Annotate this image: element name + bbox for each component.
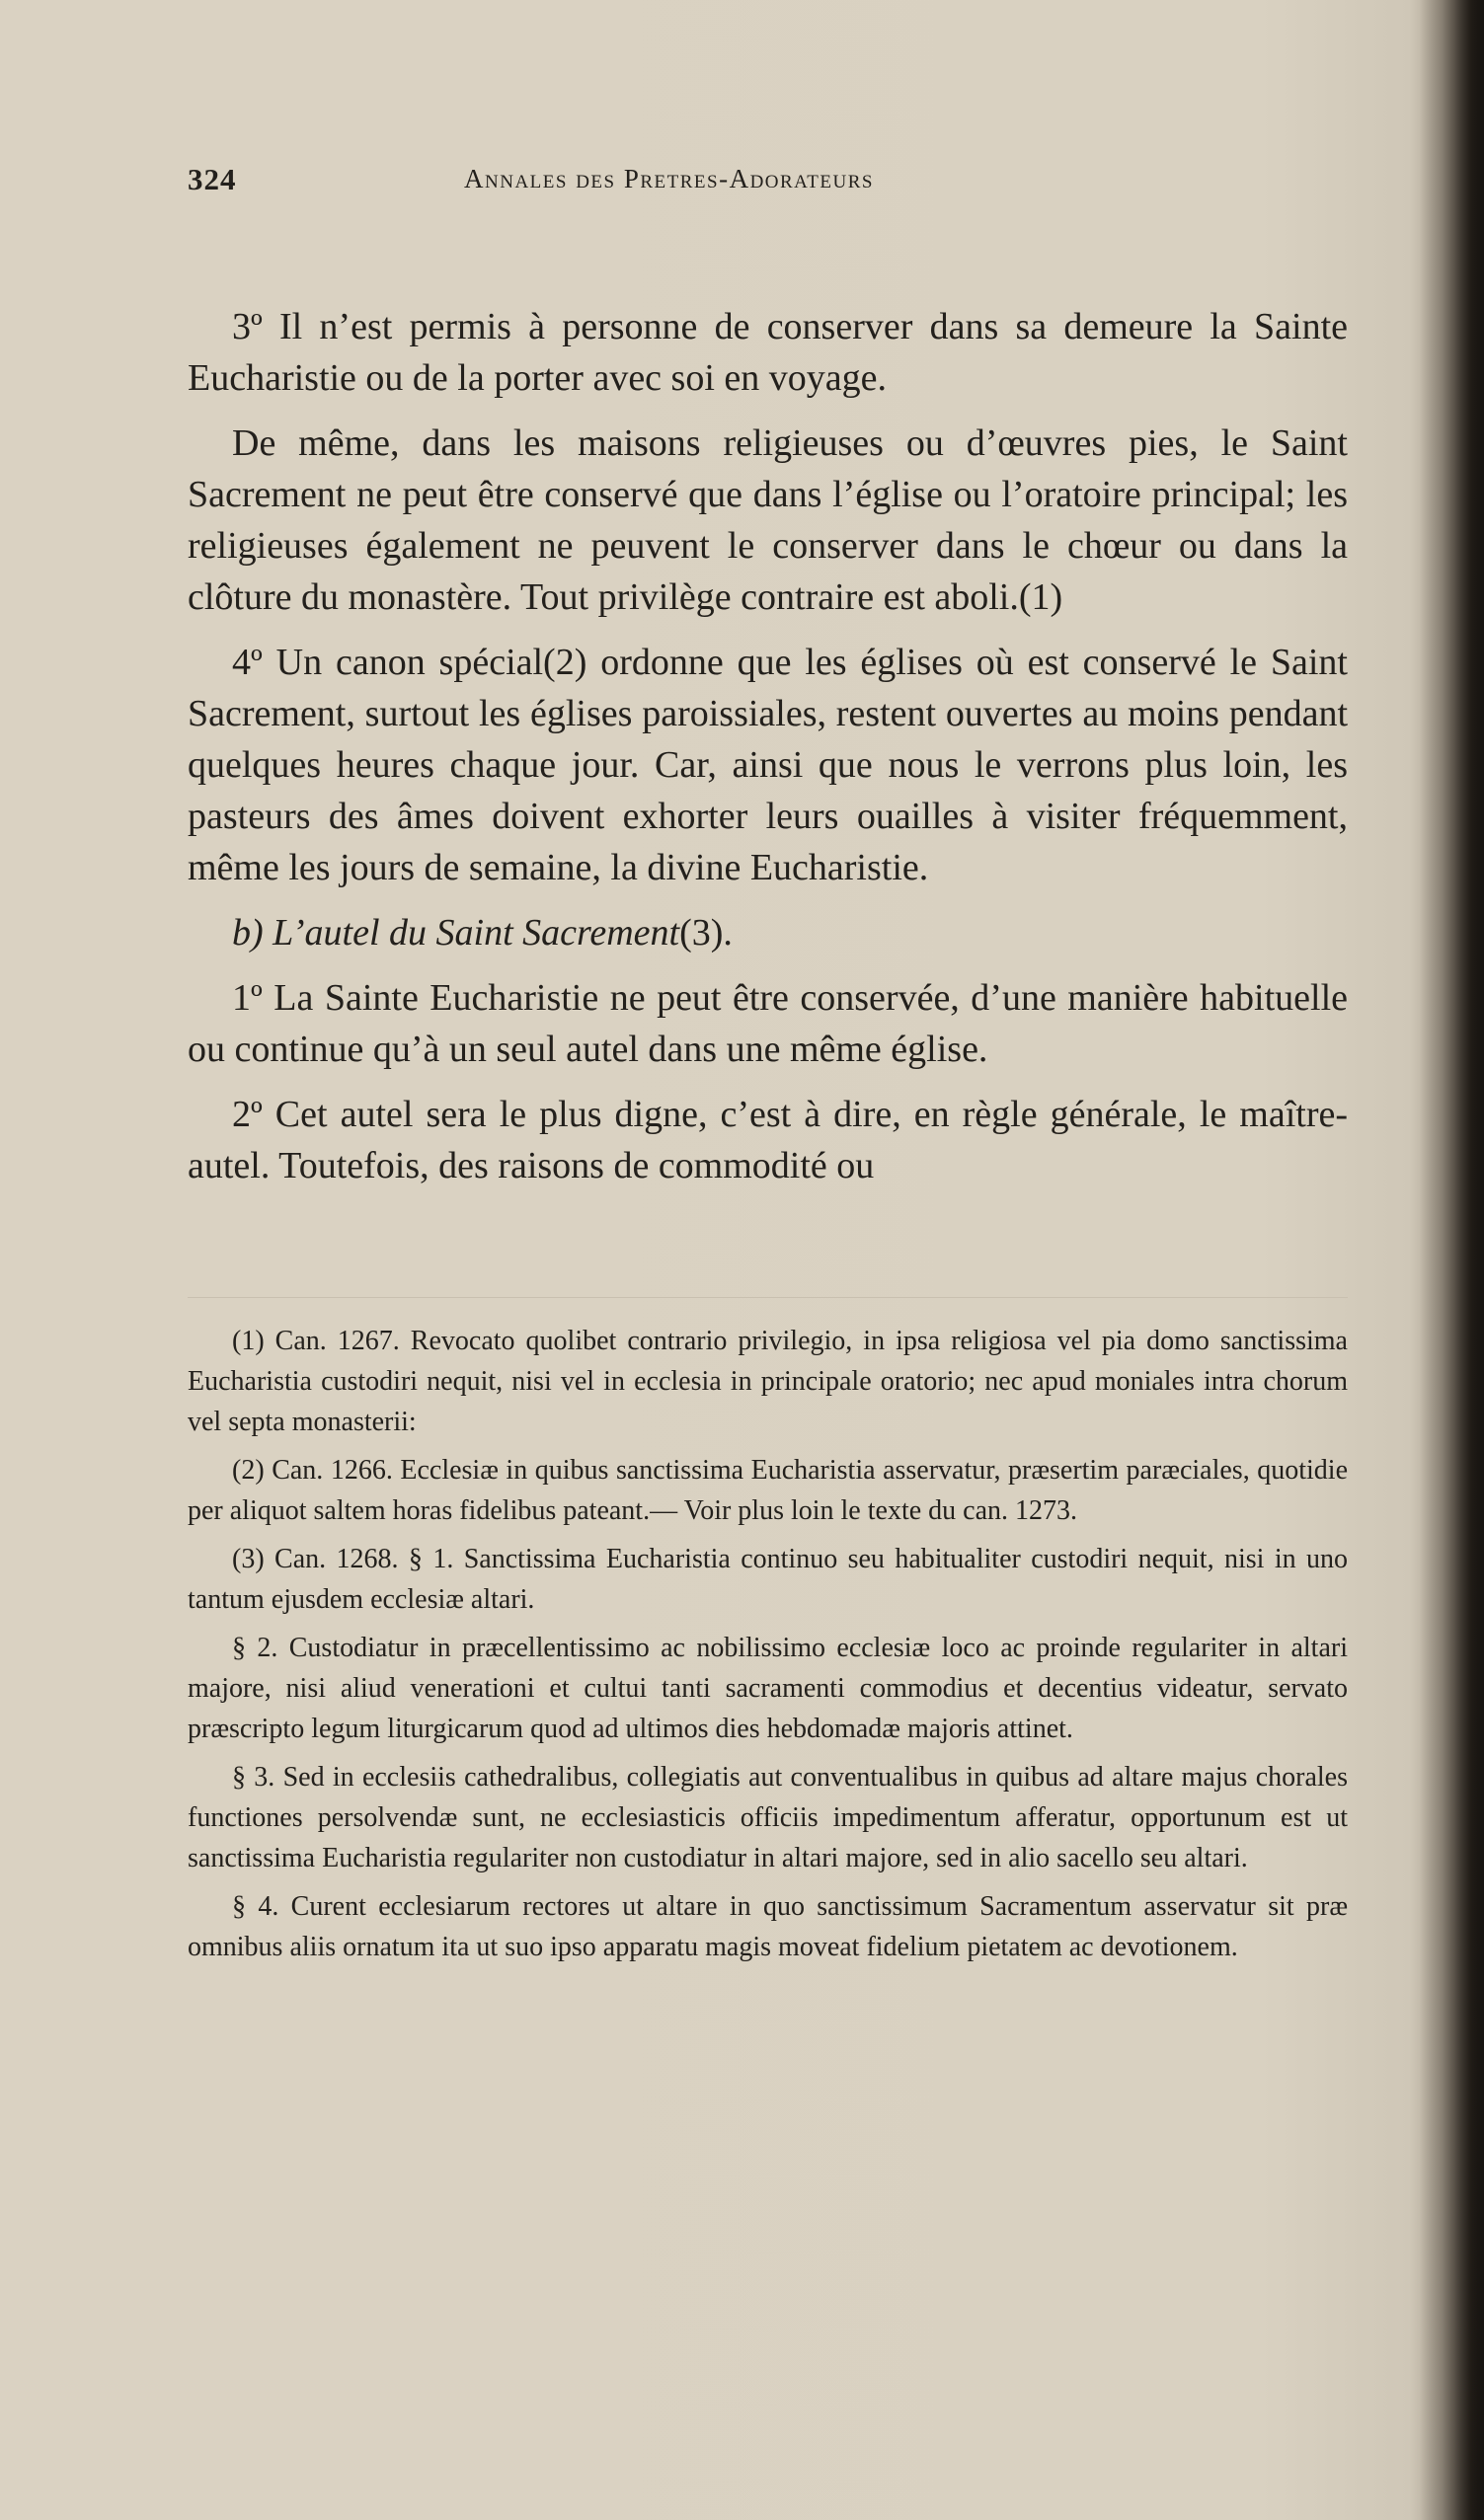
page-number: 324 [188,162,237,196]
paragraph-3: 3º Il n’est permis à personne de conserver dans sa demeure la Sainte Eucharistie ou de la porter avec soi en voyage. [188,306,1348,399]
footnote-rule [188,1297,1348,1298]
section-footnote-ref: (3). [679,912,733,954]
paragraph-2: 2º Cet autel sera le plus digne, c’est à dire, en règle générale, le maître-autel. Toutefois, des raisons de commodité ou [188,1094,1348,1186]
footnote-3: (3) Can. 1268. § 1. Sanctissima Eucharistia continuo seu habitualiter custodiri nequit, nisi in uno tantum ejusdem ecclesiæ altari. [188,1544,1348,1615]
paragraph-1: 1º La Sainte Eucharistie ne peut être conservée, d’une manière habituelle ou continue qu’à un seul autel dans une même église. [188,977,1348,1070]
paragraph-religious-houses: De même, dans les maisons religieuses ou d’œuvres pies, le Saint Sacrement ne peut être conservé que dans l’église ou l’oratoire principal; les religieuses également ne peuvent le conserver dans le chœur ou dans la clôture du monastère. Tout privilège contraire est aboli.(1) [188,422,1348,618]
section-title: L’autel du Saint Sacrement [273,912,680,954]
running-title: Annales des Pretres-Adorateurs [464,164,874,193]
footnote-3-section-2: § 2. Custodiatur in præcellentissimo ac nobilissimo ecclesiæ loco ac proinde regulariter in altari majore, nisi aliud venerationi et cultui tanti sacramenti commodius et decentius videatur, servato præscripto legum liturgicarum quod ad ultimos dies hebdomadæ majoris attinet. [188,1633,1348,1744]
footnote-2: (2) Can. 1266. Ecclesiæ in quibus sanctissima Eucharistia asservatur, præsertim paræciales, quotidie per aliquot saltem horas fidelibus pateant.— Voir plus loin le texte du can. 1273. [188,1455,1348,1526]
footnote-3-section-4: § 4. Curent ecclesiarum rectores ut altare in quo sanctissimum Sacramentum asservatur sit præ omnibus aliis ornatum ita ut suo ipso apparatu magis moveat fidelium pietatem ac devotionem. [188,1891,1348,1962]
running-head [188,162,1392,201]
section-label: b) [232,912,264,954]
footnote-1: (1) Can. 1267. Revocato quolibet contrario privilegio, in ipsa religiosa vel pia domo sanctissima Eucharistia custodiri nequit, nisi vel in ecclesia in principale oratorio; nec apud moniales intra chorum vel septa monasterii: [188,1326,1348,1437]
footnote-3-section-3: § 3. Sed in ecclesiis cathedralibus, collegiatis aut conventualibus in quibus ad altare majus chorales functiones persolvendæ sunt, ne ecclesiasticis officiis impedimentum afferatur, opportunum est ut sanctissima Eucharistia regulariter non custodiatur in altari majore, sed in alio sacello seu altari. [188,1762,1348,1873]
section-heading-b [188,907,1348,958]
footnotes [188,1321,1348,1975]
page-edge-shadow [1420,0,1484,2520]
main-text [188,301,1348,1205]
paragraph-4: 4º Un canon spécial(2) ordonne que les églises où est conservé le Saint Sacrement, surtout les églises paroissiales, restent ouvertes au moins pendant quelques heures chaque jour. Car, ainsi que nous le verrons plus loin, les pasteurs des âmes doivent exhorter leurs ouailles à visiter fréquemment, même les jours de semaine, la divine Eucharistie. [188,642,1348,888]
